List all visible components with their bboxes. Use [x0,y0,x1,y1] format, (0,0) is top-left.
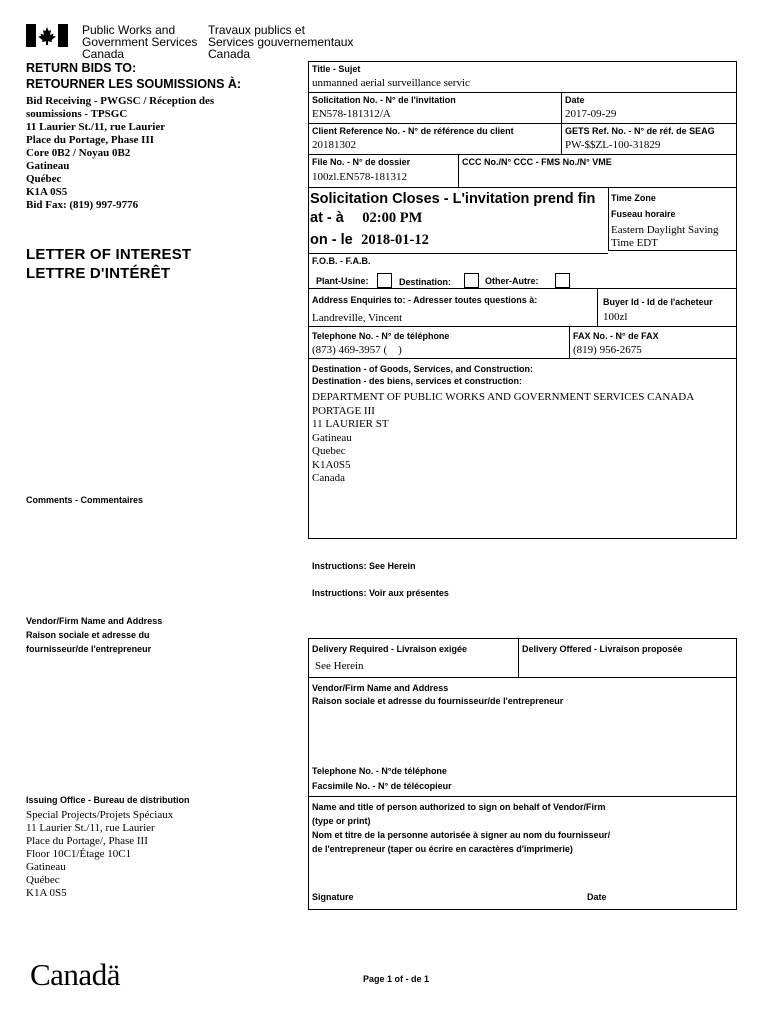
destination-line: Canada [312,472,345,484]
closing-time-value: 02:00 PM [362,210,423,226]
destination-line: PORTAGE III [312,404,375,417]
gets-ref-label: GETS Ref. No. - N° de réf. de SEAG [565,126,715,136]
other-autre-checkbox[interactable] [555,273,570,288]
destination-label-line: Destination - des biens, services et construction: [312,376,523,386]
bid-receiving-address [26,95,214,212]
vendor-firm-label [26,614,162,656]
vendor-label-line: fournisseur/de l'entrepreneur [26,644,152,654]
telephone-value: (873) 469-3957 ( ) [312,344,402,356]
issuing-line: K1A 0S5 [26,887,67,899]
solicitation-label: Solicitation No. - N° de l'invitation [312,95,456,105]
destination-line: DEPARTMENT OF PUBLIC WORKS AND GOVERNMENT SERVICES CANADA [312,391,695,403]
address-enquiries-value: Landreville, Vincent [312,312,403,324]
closing-time-row [310,209,422,227]
destination-line: Quebec [312,445,346,457]
title-en: LETTER OF INTEREST [26,246,192,263]
vendor-telephone-label: Telephone No. - N°de téléphone [312,766,447,776]
issuing-line: 11 Laurier St./11, rue Laurier [26,822,155,834]
instructions-fr: Instructions: Voir aux présentes [312,588,449,598]
issuing-line: Floor 10C1/Étage 10C1 [26,848,132,860]
destination-label [312,363,533,387]
address-line: Québec [26,173,62,185]
closes-on-label: on - le [310,232,353,248]
fob-label: F.O.B. - F.A.B. [312,256,371,266]
fax-value: (819) 956-2675 [573,344,642,356]
issuing-line: Place du Portage/, Phase III [26,835,148,847]
issuing-office-address [26,809,173,900]
time-zone-value [611,224,719,250]
title-label: Title - Sujet [312,64,361,74]
auth-label-line: Nom et titre de la personne autorisée à signer au nom du fournisseur/ [312,830,611,840]
client-ref-label: Client Reference No. - N° de référence du client [312,126,514,136]
department-name-fr [208,24,353,60]
other-autre-label: Other-Autre: [485,276,539,286]
destination-address [312,391,694,486]
destination-line: Gatineau [312,431,352,444]
auth-label-line: Name and title of person authorized to sign on behalf of Vendor/Firm [312,802,606,812]
authorized-person-label [312,800,610,856]
vendor-facsimile-label: Facsimile No. - N° de télécopieur [312,781,452,791]
department-name-en [82,24,197,60]
instructions-en: Instructions: See Herein [312,561,416,571]
solicitation-closes-heading: Solicitation Closes - L'invitation prend fin [310,191,596,207]
destination-line: K1A0S5 [312,458,351,471]
vendor-box-label-line: Raison sociale et adresse du fournisseur/de l'entrepreneur [312,696,564,706]
client-ref-value: 20181302 [312,139,356,151]
issuing-office-label: Issuing Office - Bureau de distribution [26,795,190,805]
time-zone-line: Eastern Daylight Saving [611,224,719,236]
address-enquiries-label: Address Enquiries to: - Adresser toutes questions à: [312,295,538,305]
canada-flag-icon [26,24,68,47]
page-number: Page 1 of - de 1 [363,974,430,984]
destination-line: 11 LAURIER ST [312,418,389,430]
letter-of-interest-title [26,245,191,283]
address-line: 11 Laurier St./11, rue Laurier [26,121,166,133]
canada-wordmark: Canadä [30,957,120,992]
date-value: 2017-09-29 [565,108,617,120]
time-zone-label: Time Zone [611,193,656,203]
dept-fr-line: Travaux publics et [208,23,305,37]
auth-label-line: (type or print) [312,816,371,826]
ccc-number-label: CCC No./N° CCC - FMS No./N° VME [462,157,612,167]
fuseau-horaire-label: Fuseau horaire [611,209,676,219]
destination-checkbox[interactable] [464,273,479,288]
return-bids-heading [26,60,241,92]
vendor-name-address-input[interactable] [310,710,735,762]
dept-en-line: Government Services [82,35,198,49]
vendor-box-label-line: Vendor/Firm Name and Address [312,683,449,693]
title-fr: LETTRE D'INTÉRÊT [26,265,171,282]
closing-date-row [310,231,429,249]
dept-fr-line: Services gouvernementaux [208,35,354,49]
destination-label-line: Destination - of Goods, Services, and Construction: [312,364,534,374]
plant-usine-label: Plant-Usine: [316,276,369,286]
address-line: soumissions - TPSGC [26,108,128,120]
signature-label: Signature [312,892,354,902]
date-label: Date [565,95,585,105]
bid-fax: Bid Fax: (819) 997-9776 [26,199,139,211]
authorized-person-input[interactable] [310,858,735,886]
address-line: Place du Portage, Phase III [26,134,155,146]
vendor-label-line: Raison sociale et adresse du [26,630,150,640]
destination-fob-label: Destination: [399,277,452,287]
buyer-id-value: 100zl [603,311,628,323]
comments-label: Comments - Commentaires [26,495,144,505]
plant-usine-checkbox[interactable] [377,273,392,288]
address-line: Bid Receiving - PWGSC / Réception des [26,95,215,107]
fax-label: FAX No. - N° de FAX [573,331,659,341]
buyer-id-label: Buyer Id - Id de l'acheteur [603,297,713,307]
delivery-required-value: See Herein [315,660,364,672]
issuing-line: Gatineau [26,861,66,873]
address-line: Core 0B2 / Noyau 0B2 [26,147,131,159]
address-line: Gatineau [26,160,70,172]
closes-at-label: at - à [310,210,344,226]
auth-label-line: de l'entrepreneur (taper ou écrire en caractères d'imprimerie) [312,844,573,854]
file-number-label: File No. - N° de dossier [312,157,411,167]
issuing-line: Special Projects/Projets Spéciaux [26,809,174,821]
return-bids-fr: RETOURNER LES SOUMISSIONS À: [26,77,242,91]
dept-fr-line: Canada [208,47,251,61]
issuing-line: Québec [26,874,60,886]
dept-en-line: Public Works and [82,23,176,37]
vendor-name-address-label [312,682,563,708]
delivery-offered-label: Delivery Offered - Livraison proposée [522,644,683,654]
closing-date-value: 2018-01-12 [361,232,429,248]
solicitation-number: EN578-181312/A [312,108,391,120]
telephone-label: Telephone No. - N° de téléphone [312,331,450,341]
signature-date-label: Date [587,892,607,902]
address-line: K1A 0S5 [26,186,68,198]
time-zone-line: Time EDT [611,237,658,249]
delivery-required-label: Delivery Required - Livraison exigée [312,644,468,654]
dept-en-line: Canada [82,47,125,61]
return-bids-en: RETURN BIDS TO: [26,61,137,75]
file-number-value: 100zl.EN578-181312 [312,171,408,183]
vendor-label-line: Vendor/Firm Name and Address [26,616,163,626]
gets-ref-value: PW-$$ZL-100-31829 [565,139,661,151]
title-value: unmanned aerial surveillance servic [312,77,470,89]
